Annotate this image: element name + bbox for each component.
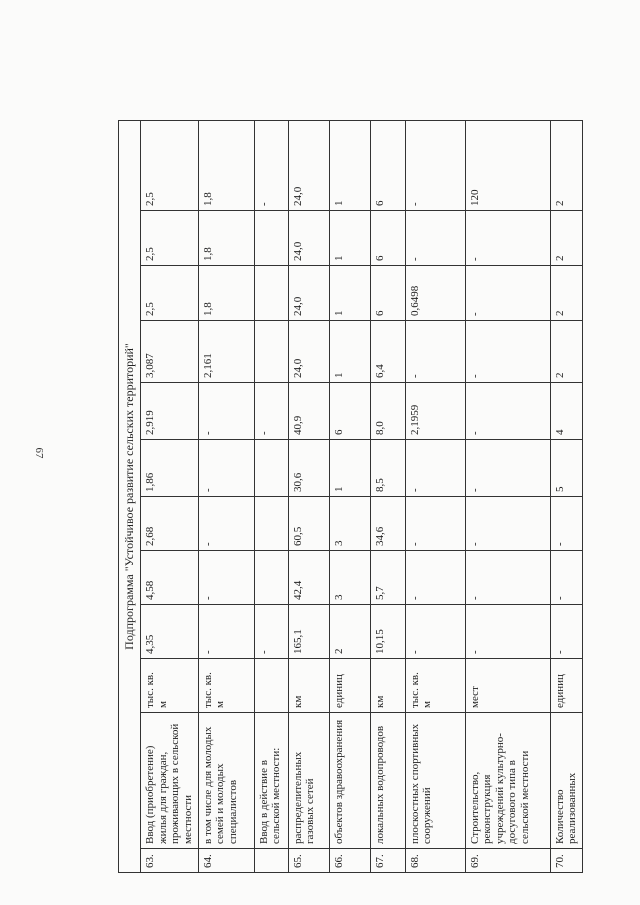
value-cell: 8,5	[370, 440, 405, 497]
subprogram-title-row	[119, 120, 141, 872]
table-row	[288, 120, 329, 872]
value-cell: 6	[329, 383, 370, 440]
value-cell: -	[405, 497, 465, 551]
value-cell: 24,0	[288, 321, 329, 383]
value-cell: 10,15	[370, 605, 405, 659]
value-cell: -	[465, 383, 550, 440]
row-number: 69.	[465, 849, 550, 873]
value-cell	[254, 551, 288, 605]
value-cell: 3	[329, 497, 370, 551]
value-cell: 4,58	[141, 551, 199, 605]
row-number: 65.	[288, 849, 329, 873]
value-cell	[254, 266, 288, 321]
value-cell: -	[550, 551, 582, 605]
unit-cell: единиц	[550, 659, 582, 713]
value-cell: -	[254, 605, 288, 659]
value-cell: 4,35	[141, 605, 199, 659]
value-cell: 2	[329, 605, 370, 659]
unit-cell: единиц	[329, 659, 370, 713]
value-cell: -	[254, 383, 288, 440]
unit-cell: км	[370, 659, 405, 713]
row-number: 70.	[550, 849, 582, 873]
value-cell: 34,6	[370, 497, 405, 551]
value-cell: 24,0	[288, 211, 329, 266]
value-cell: -	[198, 440, 254, 497]
indicator-name: Ввод в действие в сельской местности:	[254, 713, 288, 849]
value-cell: 1	[329, 440, 370, 497]
value-cell: 2	[550, 211, 582, 266]
value-cell: 60,5	[288, 497, 329, 551]
value-cell: -	[405, 551, 465, 605]
subprogram-title: Подпрограмма "Устойчивое развитие сельских территорий"	[119, 120, 141, 872]
value-cell: 40,9	[288, 383, 329, 440]
value-cell: -	[198, 551, 254, 605]
value-cell: -	[550, 605, 582, 659]
unit-cell: тыс. кв. м	[405, 659, 465, 713]
value-cell: 2	[550, 266, 582, 321]
value-cell: 3,087	[141, 321, 199, 383]
value-cell: -	[465, 211, 550, 266]
value-cell: 1,86	[141, 440, 199, 497]
value-cell: -	[198, 497, 254, 551]
value-cell: 2,5	[141, 266, 199, 321]
value-cell: -	[405, 321, 465, 383]
indicator-name: плоскостных спортивных сооружений	[405, 713, 465, 849]
unit-cell: тыс. кв. м	[198, 659, 254, 713]
value-cell: 1	[329, 120, 370, 210]
value-cell: 0,6498	[405, 266, 465, 321]
indicator-name: локальных водопроводов	[370, 713, 405, 849]
unit-cell: тыс. кв. м	[141, 659, 199, 713]
value-cell	[254, 211, 288, 266]
unit-cell: мест	[465, 659, 550, 713]
unit-cell: км	[288, 659, 329, 713]
table-row	[550, 120, 582, 872]
value-cell: 2,919	[141, 383, 199, 440]
row-number: 66.	[329, 849, 370, 873]
value-cell: -	[465, 497, 550, 551]
row-number: 68.	[405, 849, 465, 873]
value-cell: 6	[370, 266, 405, 321]
value-cell: 4	[550, 383, 582, 440]
indicator-name: Строительство, реконструкция учреждений культурно-досугового типа в сельской местности	[465, 713, 550, 849]
rotated-table-container	[118, 121, 579, 873]
table-row	[405, 120, 465, 872]
table-row	[254, 120, 288, 872]
value-cell: 2	[550, 120, 582, 210]
value-cell: -	[465, 266, 550, 321]
value-cell: 2,5	[141, 120, 199, 210]
table-row	[329, 120, 370, 872]
indicators-table	[118, 120, 583, 873]
indicator-name: Ввод (приобретение) жилья для граждан, проживающих в сельской местности	[141, 713, 199, 849]
page-number: 67	[33, 447, 45, 459]
value-cell: 30,6	[288, 440, 329, 497]
value-cell: -	[465, 440, 550, 497]
value-cell: -	[198, 383, 254, 440]
value-cell: 2,5	[141, 211, 199, 266]
indicator-name: Количество реализованных	[550, 713, 582, 849]
row-number: 67.	[370, 849, 405, 873]
unit-cell	[254, 659, 288, 713]
value-cell: 1,8	[198, 120, 254, 210]
value-cell: -	[465, 551, 550, 605]
table-row	[465, 120, 550, 872]
value-cell: 2,68	[141, 497, 199, 551]
value-cell: 3	[329, 551, 370, 605]
value-cell: 5	[550, 440, 582, 497]
value-cell: -	[254, 120, 288, 210]
table-row	[198, 120, 254, 872]
table-row	[370, 120, 405, 872]
value-cell: 1,8	[198, 266, 254, 321]
indicator-name: объектов здравоохранения	[329, 713, 370, 849]
value-cell: 8,0	[370, 383, 405, 440]
value-cell: 120	[465, 120, 550, 210]
row-number	[254, 849, 288, 873]
value-cell: 1	[329, 321, 370, 383]
value-cell: 2,1959	[405, 383, 465, 440]
value-cell: -	[465, 321, 550, 383]
value-cell: 6	[370, 120, 405, 210]
value-cell	[254, 440, 288, 497]
table-row	[141, 120, 199, 872]
value-cell: -	[198, 605, 254, 659]
value-cell	[254, 497, 288, 551]
value-cell: -	[405, 120, 465, 210]
indicator-name: в том числе для молодых семей и молодых специалистов	[198, 713, 254, 849]
value-cell: -	[405, 605, 465, 659]
value-cell: 5,7	[370, 551, 405, 605]
value-cell: 165,1	[288, 605, 329, 659]
value-cell: 1	[329, 211, 370, 266]
indicator-name: распределительных газовых сетей	[288, 713, 329, 849]
value-cell: 1,8	[198, 211, 254, 266]
value-cell: 1	[329, 266, 370, 321]
row-number: 63.	[141, 849, 199, 873]
value-cell: 24,0	[288, 120, 329, 210]
value-cell: 2,161	[198, 321, 254, 383]
value-cell: -	[405, 211, 465, 266]
value-cell	[254, 321, 288, 383]
value-cell: -	[405, 440, 465, 497]
value-cell: 6	[370, 211, 405, 266]
value-cell: 2	[550, 321, 582, 383]
value-cell: -	[550, 497, 582, 551]
value-cell: -	[465, 605, 550, 659]
row-number: 64.	[198, 849, 254, 873]
value-cell: 24,0	[288, 266, 329, 321]
value-cell: 42,4	[288, 551, 329, 605]
value-cell: 6,4	[370, 321, 405, 383]
